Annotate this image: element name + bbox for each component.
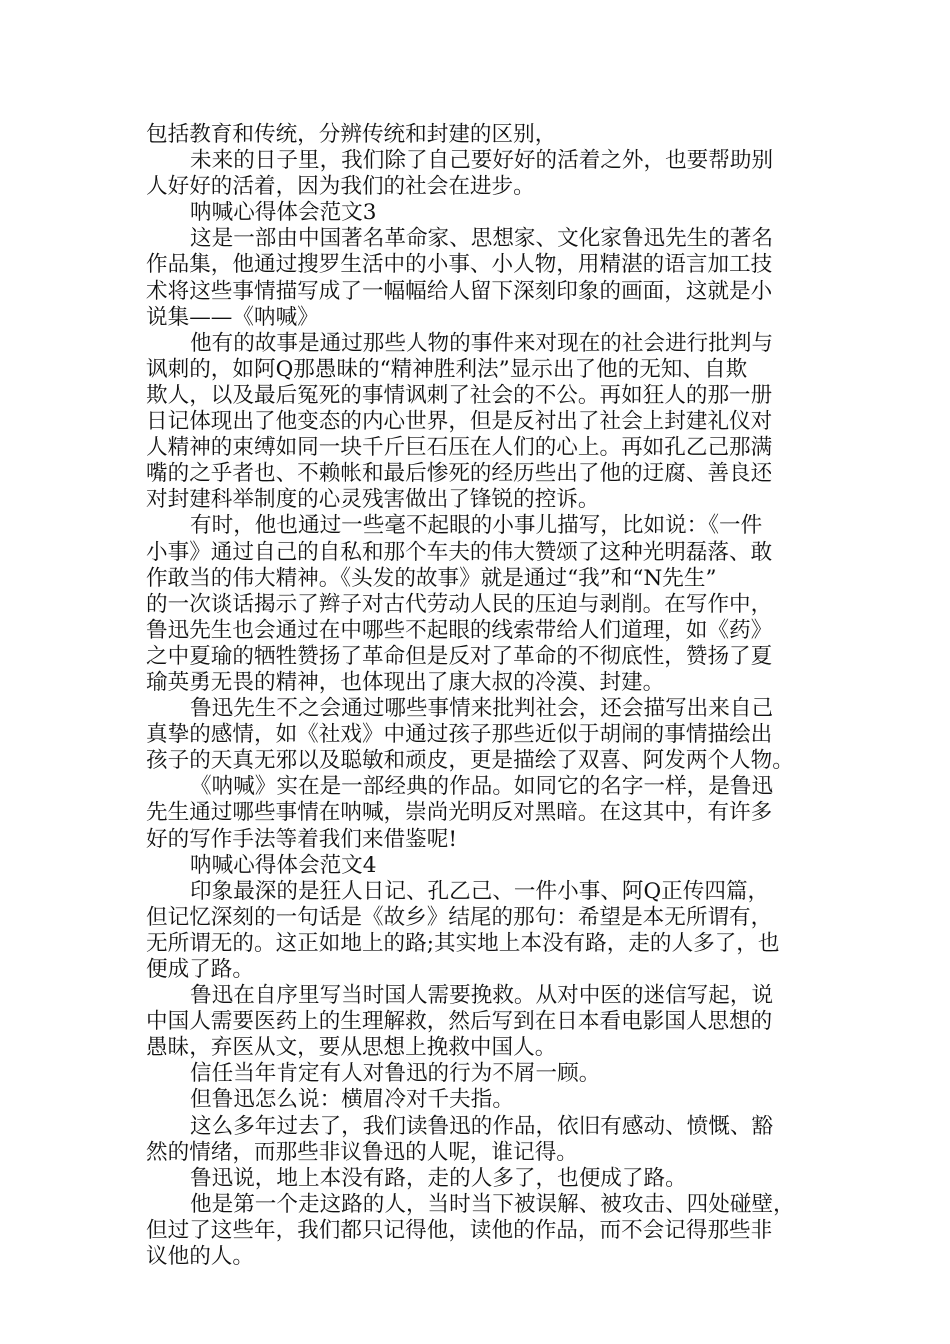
- text-line: 但记忆深刻的一句话是《故乡》结尾的那句：希望是本无所谓有，: [146, 904, 773, 930]
- text-line: 好的写作手法等着我们来借鉴呢!: [146, 826, 457, 852]
- paragraph-first-line: 但鲁迅怎么说：横眉冷对千夫指。: [190, 1087, 514, 1113]
- text-line: 作品集，他通过搜罗生活中的小事、小人物，用精湛的语言加工技: [146, 252, 773, 278]
- document-body: [146, 122, 808, 1270]
- paragraph-first-line: 呐喊心得体会范文3: [190, 200, 377, 226]
- text-line: 的一次谈话揭示了辫子对古代劳动人民的压迫与剥削。在写作中，: [146, 591, 773, 617]
- paragraph-first-line: 有时，他也通过一些毫不起眼的小事儿描写，比如说：《一件: [190, 513, 763, 539]
- text-line: 人精神的束缚如同一块千斤巨石压在人们的心上。再如孔乙己那满: [146, 435, 773, 461]
- text-line: 欺人，以及最后冤死的事情讽刺了社会的不公。再如狂人的那一册: [146, 382, 773, 408]
- text-line: 便成了路。: [146, 957, 254, 982]
- paragraph-first-line: 呐喊心得体会范文4: [190, 852, 377, 878]
- text-line: 小事》通过自己的自私和那个车夫的伟大赞颂了这种光明磊落、敢: [146, 539, 773, 565]
- paragraph-first-line: 《呐喊》实在是一部经典的作品。如同它的名字一样，是鲁迅: [190, 774, 774, 800]
- text-line: 日记体现出了他变态的内心世界，但是反衬出了社会上封建礼仪对: [146, 409, 773, 435]
- paragraph-first-line: 印象最深的是狂人日记、孔乙己、一件小事、阿Q正传四篇，: [190, 878, 770, 904]
- text-line: 孩子的天真无邪以及聪敏和顽皮，更是描绘了双喜、阿发两个人物。: [146, 748, 794, 774]
- text-line: 对封建科举制度的心灵残害做出了锋锐的控诉。: [146, 487, 600, 513]
- paragraph-first-line: 鲁迅说，地上本没有路，走的人多了，也便成了路。: [190, 1165, 687, 1191]
- text-line: 嘴的之乎者也、不赖帐和最后惨死的经历些出了他的迂腐、善良还: [146, 461, 773, 487]
- text-line: 议他的人。: [146, 1244, 254, 1270]
- text-line: 讽刺的，如阿Q那愚昧的“精神胜利法”显示出了他的无知、自欺: [146, 356, 748, 382]
- text-line: 瑜英勇无畏的精神，也体现出了康大叔的冷漠、封建。: [146, 669, 665, 695]
- text-line: 作敢当的伟大精神。《头发的故事》就是通过“我”和“N先生”: [146, 565, 717, 591]
- paragraph-first-line: 未来的日子里，我们除了自己要好好的活着之外，也要帮助别: [190, 148, 774, 174]
- paragraph-first-line: 这么多年过去了，我们读鲁迅的作品，依旧有感动、愤慨、豁: [190, 1113, 774, 1139]
- paragraph-first-line: 他有的故事是通过那些人物的事件来对现在的社会进行批判与: [190, 330, 774, 356]
- text-line: 先生通过哪些事情在呐喊，崇尚光明反对黑暗。在这其中，有许多: [146, 800, 773, 826]
- text-line: 说集——《呐喊》: [146, 304, 319, 330]
- text-line: 无所谓无的。这正如地上的路;其实地上本没有路，走的人多了，也: [146, 930, 780, 956]
- paragraph-first-line: 他是第一个走这路的人，当时当下被误解、被攻击、四处碰壁，: [190, 1191, 795, 1217]
- paragraph-first-line: 这是一部由中国著名革命家、思想家、文化家鲁迅先生的著名: [190, 226, 774, 252]
- text-line: 包括教育和传统，分辨传统和封建的区别，: [146, 122, 557, 147]
- text-line: 鲁迅先生也会通过在中哪些不起眼的线索带给人们道理，如《药》: [146, 617, 773, 643]
- paragraph-first-line: 信任当年肯定有人对鲁迅的行为不屑一顾。: [190, 1061, 601, 1087]
- text-line: 愚昧，弃医从文，要从思想上挽救中国人。: [146, 1035, 557, 1061]
- text-line: 之中夏瑜的牺牲赞扬了革命但是反对了革命的不彻底性，赞扬了夏: [146, 643, 773, 669]
- text-line: 术将这些事情描写成了一幅幅给人留下深刻印象的画面，这就是小: [146, 278, 773, 304]
- text-line: 中国人需要医药上的生理解救，然后写到在日本看电影国人思想的: [146, 1009, 773, 1035]
- paragraph-first-line: 鲁迅在自序里写当时国人需要挽救。从对中医的迷信写起，说: [190, 983, 774, 1009]
- text-line: 但过了这些年，我们都只记得他，读他的作品，而不会记得那些非: [146, 1217, 773, 1243]
- text-line: 然的情绪，而那些非议鲁迅的人呢，谁记得。: [146, 1139, 578, 1165]
- text-line: 人好好的活着，因为我们的社会在进步。: [146, 174, 535, 200]
- text-line: 真挚的感情，如《社戏》中通过孩子那些近似于胡闹的事情描绘出: [146, 722, 773, 748]
- paragraph-first-line: 鲁迅先生不之会通过哪些事情来批判社会，还会描写出来自己: [190, 696, 774, 722]
